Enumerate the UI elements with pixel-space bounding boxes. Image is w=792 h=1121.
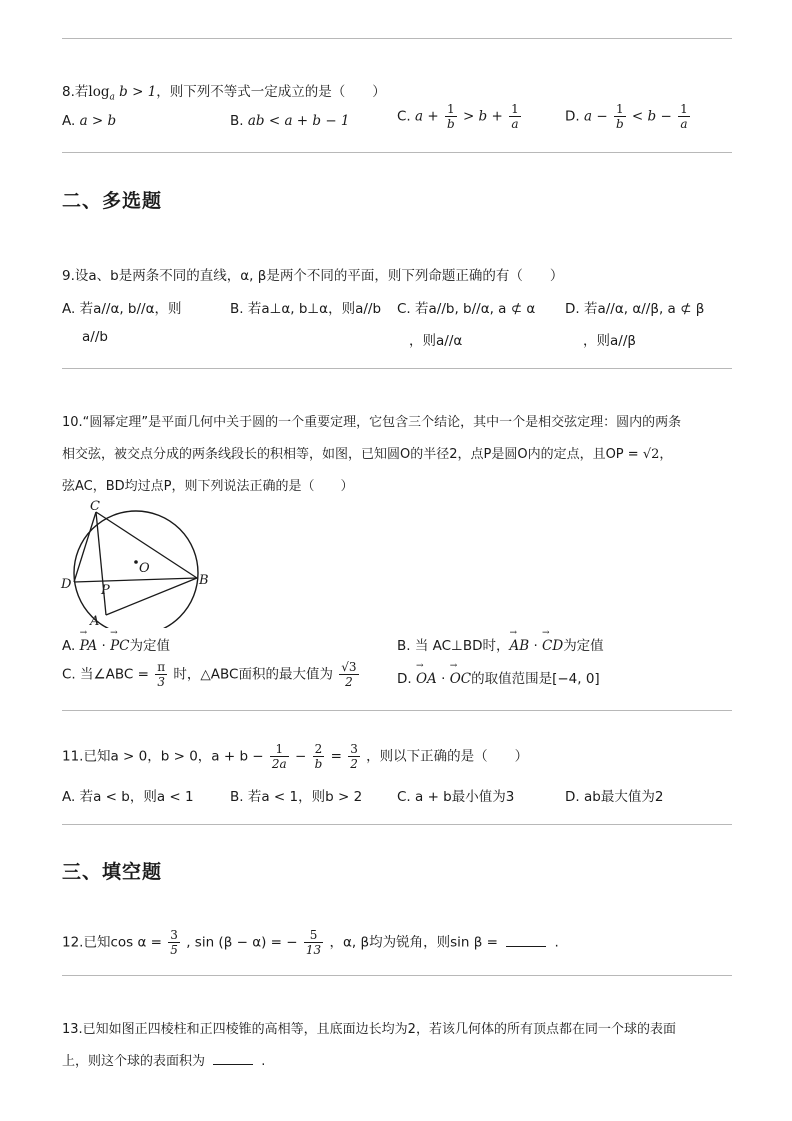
q8-option-b[interactable]: [230, 113, 350, 129]
q8-c-math-a: a +: [415, 108, 439, 125]
fig-chord-ac: [96, 512, 106, 615]
q10-d-vec-oc: → OC: [450, 671, 471, 687]
q8-b-math: ab < a + b − 1: [247, 113, 350, 129]
section-title-fill-in: 三、填空题: [62, 861, 163, 883]
q9-d-line1: D. 若a//α, α//β, a ⊄ β: [565, 301, 705, 317]
q12-answer-blank[interactable]: [506, 934, 546, 947]
q12-stem-a: 12.已知cos α =: [62, 934, 162, 951]
fig-label-p: P: [101, 583, 110, 598]
q10-line3: 弦AC，BD均过点P，则下列说法正确的是（ ）: [62, 479, 354, 494]
q12-frac1: $\frac{3}{5}$: [170, 928, 178, 957]
q10-sqrt2: √2: [642, 447, 660, 462]
q8-d-label: D.: [565, 108, 580, 125]
q10-option-b[interactable]: B. 当 AC⊥BD时，→ AB · → CD为定值: [397, 634, 604, 654]
q8-option-a[interactable]: [62, 113, 116, 129]
q8-option-d[interactable]: [565, 102, 692, 131]
fig-label-o: O: [139, 561, 150, 576]
q10-line1: 10.“圆幂定理”是平面几何中关于圆的一个重要定理，它包含三个结论，其中一个是相交弦定理：圆内的两条: [62, 415, 682, 430]
q8-c-math-b: > b +: [462, 108, 503, 125]
fig-label-d: D: [61, 577, 72, 592]
q9-d-line2: ，则a//β: [583, 333, 636, 349]
q8-c-frac1: $\frac{1}{b}$: [446, 102, 455, 131]
q10-line2-end: ，: [659, 447, 673, 462]
q10-option-a[interactable]: A. → PA · → PC为定值: [62, 634, 170, 654]
q10-c-prefix: C. 当∠ABC =: [62, 666, 154, 683]
q8-log-arg: b > 1: [119, 84, 157, 100]
q9-stem: 9.设a、b是两条不同的直线，α, β是两个不同的平面，则下列命题正确的有（ ）: [62, 268, 564, 284]
q9-b-line1: B. 若a⊥α, b⊥α，则a//b: [230, 301, 382, 317]
q9-option-a[interactable]: [62, 297, 182, 345]
q10-c-frac-pi3: $\frac{\pi}{3}$: [157, 660, 166, 689]
q12-stem-c: ，α, β均为锐角，则sin β =: [329, 934, 498, 951]
q10-a-prefix: A.: [62, 638, 80, 654]
fig-line-dc: [74, 512, 96, 582]
q13-line1: 13.已知如图正四棱柱和正四棱锥的高相等，且底面边长均为2，若该几何体的所有顶点都在同一个球的表面: [62, 1022, 676, 1037]
fig-label-c: C: [90, 499, 100, 514]
q10-b-vec-cd: → CD: [542, 638, 563, 654]
divider-after-q10: [62, 710, 732, 711]
q10-option-c[interactable]: [62, 660, 361, 689]
q8-a-math: a > b: [79, 113, 117, 129]
q12-stem-d: .: [554, 934, 559, 951]
q11-frac2: $\frac{2}{b}$: [314, 742, 323, 771]
q12-stem-b: , sin (β − α) = −: [186, 934, 298, 951]
q8-stem-prefix: 8.若: [62, 84, 89, 100]
q11-option-d[interactable]: D. ab最大值为2: [565, 789, 664, 805]
fig-line-ab: [106, 578, 197, 615]
q9-a-line1: A. 若a//α, b//α，则: [62, 301, 182, 317]
q8-log: log: [88, 84, 110, 100]
q8-b-label: B.: [230, 113, 244, 129]
q8-d-math-b: < b −: [631, 108, 672, 125]
fig-chord-db: [74, 578, 197, 582]
q9-a-line2: a//b: [82, 329, 108, 345]
q11-option-b[interactable]: B. 若a < 1，则b > 2: [230, 789, 363, 805]
q10-a-vec-pa: → PA: [80, 638, 98, 654]
q13-line2: [62, 1050, 265, 1069]
q8-stem: [62, 80, 386, 103]
q10-d-prefix: D.: [397, 671, 416, 687]
q13-line2-text: 上，则这个球的表面积为: [62, 1054, 206, 1069]
divider-after-q8: [62, 152, 732, 153]
q10-b-vec-ab: → AB: [509, 638, 529, 654]
q10-circle-figure: [58, 498, 218, 628]
q13-line2-end: .: [261, 1054, 266, 1069]
q8-c-frac2: $\frac{1}{a}$: [511, 102, 519, 131]
divider-after-q12: [62, 975, 732, 976]
q9-c-line2: ，则a//α: [409, 333, 463, 349]
q8-stem-suffix: ，则下列不等式一定成立的是（ ）: [156, 84, 386, 100]
q9-option-b[interactable]: [230, 297, 381, 317]
q8-d-math-a: a −: [583, 108, 608, 125]
q8-c-label: C.: [397, 108, 411, 125]
q10-a-vec-pc: → PC: [110, 638, 129, 654]
q11-stem-a: 11.已知a > 0，b > 0，a + b −: [62, 748, 264, 765]
fig-label-b: B: [199, 573, 209, 588]
q8-log-base: a: [109, 92, 115, 103]
q10-line2: [62, 443, 672, 462]
q9-option-c[interactable]: [397, 297, 535, 349]
q11-stem-b: ，则以下正确的是（ ）: [366, 748, 529, 765]
q8-d-frac2: $\frac{1}{a}$: [680, 102, 688, 131]
q8-d-frac1: $\frac{1}{b}$: [615, 102, 624, 131]
q8-a-label: A.: [62, 113, 76, 129]
q10-b-suffix: 为定值: [563, 638, 604, 654]
q10-d-suffix: 的取值范围是[−4, 0]: [471, 671, 600, 687]
q9-c-line1: C. 若a//b, b//α, a ⊄ α: [397, 301, 536, 317]
q10-b-prefix: B. 当 AC⊥BD时，: [397, 638, 510, 654]
divider-after-q9: [62, 368, 732, 369]
divider-after-q11: [62, 824, 732, 825]
q12-frac2: $\frac{5}{13}$: [305, 928, 322, 957]
q13-answer-blank[interactable]: [213, 1052, 253, 1065]
q10-c-frac-sqrt3: $\frac{√3}{2}$: [341, 660, 357, 689]
q9-option-d[interactable]: [565, 297, 704, 349]
fig-label-a: A: [90, 614, 100, 628]
q12-stem: [62, 928, 559, 957]
q10-option-d[interactable]: D. → OA · → OC的取值范围是[−4, 0]: [397, 667, 600, 687]
q11-frac1: $\frac{1}{2a}$: [271, 742, 287, 771]
q8-option-c[interactable]: [397, 102, 523, 131]
q11-frac3: $\frac{3}{2}$: [350, 742, 358, 771]
q11-minus: −: [295, 748, 307, 765]
fig-center-dot: [134, 560, 138, 564]
q11-eq: =: [330, 748, 342, 765]
fig-circle: [74, 511, 198, 628]
q10-d-vec-oa: → OA: [416, 671, 437, 687]
section-title-multiple-choice: 二、多选题: [62, 190, 163, 212]
q11-option-a[interactable]: A. 若a < b，则a < 1: [62, 789, 194, 805]
q10-line2-text: 相交弦，被交点分成的两条线段长的积相等，如图，已知圆O的半径2，点P是圆O内的定点，且OP =: [62, 447, 643, 462]
q10-a-suffix: 为定值: [129, 638, 170, 654]
q11-stem: [62, 742, 528, 771]
divider-top: [62, 38, 732, 39]
q11-option-c[interactable]: C. a + b最小值为3: [397, 789, 515, 805]
q10-c-mid: 时，△ABC面积的最大值为: [173, 666, 333, 683]
